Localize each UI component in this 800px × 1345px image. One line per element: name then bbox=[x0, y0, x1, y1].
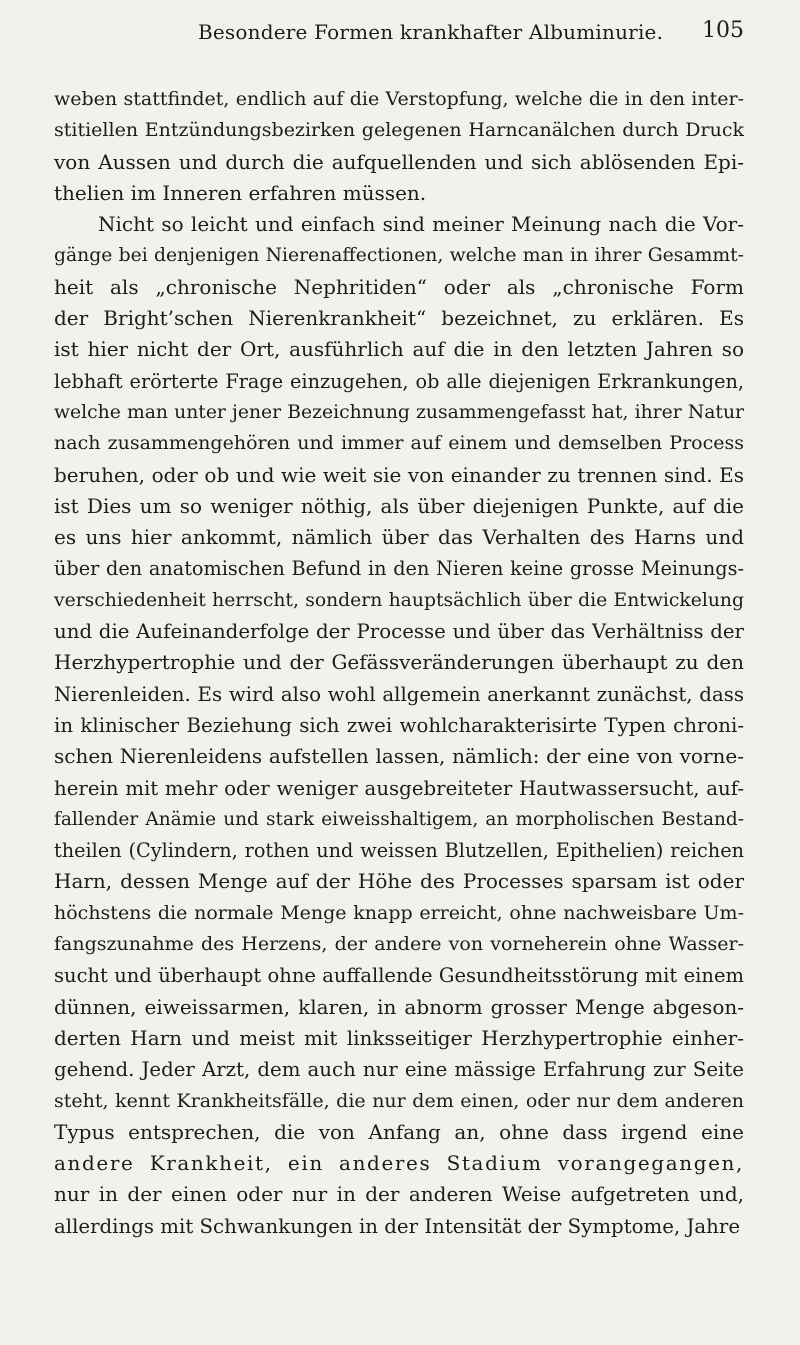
text-line: Typus entsprechen, die von Anfang an, ohne dass irgend eine bbox=[54, 1119, 744, 1144]
text-line: gehend. Jeder Arzt, dem auch nur eine mässige Erfahrung zur Seite bbox=[54, 1058, 744, 1082]
text-line: nach zusammengehören und immer auf einem und demselben Process bbox=[54, 432, 744, 455]
body-text bbox=[54, 84, 744, 1242]
text-line: weben stattfindet, endlich auf die Verstopfung, welche die in den inter- bbox=[54, 88, 744, 110]
text-line: es uns hier ankommt, nämlich über das Verhalten des Harns und bbox=[54, 525, 744, 550]
text-line: gänge bei denjenigen Nierenaffectionen, welche man in ihrer Gesammt- bbox=[54, 245, 744, 267]
text-line: heit als „chronische Nephritiden“ oder als „chronische Form bbox=[54, 274, 744, 299]
text-line: Nicht so leicht und einfach sind meiner Meinung nach die Vor- bbox=[98, 212, 744, 237]
text-line: fallender Anämie und stark eiweisshaltigem, an morpholischen Bestand- bbox=[54, 808, 744, 830]
text-line: dünnen, eiweissarmen, klaren, in abnorm grosser Menge abgeson- bbox=[54, 994, 744, 1019]
text-line: Herzhypertrophie und der Gefässveränderungen überhaupt zu den bbox=[54, 650, 744, 675]
text-line: herein mit mehr oder weniger ausgebreiteter Hautwassersucht, auf- bbox=[54, 776, 744, 800]
text-line: andere Krankheit, ein anderes Stadium vorangegangen, bbox=[54, 1151, 744, 1176]
text-line: fangszunahme des Herzens, der andere von vorneherein ohne Wasser- bbox=[54, 933, 744, 956]
text-line: nur in der einen oder nur in der anderen Weise aufgetreten und, bbox=[54, 1182, 744, 1207]
text-line: ist Dies um so weniger nöthig, als über diejenigen Punkte, auf die bbox=[54, 493, 744, 518]
text-line: steht, kennt Krankheitsfälle, die nur dem einen, oder nur dem anderen bbox=[54, 1089, 744, 1112]
text-line: höchstens die normale Menge knapp erreicht, ohne nachweisbare Um- bbox=[54, 901, 744, 924]
text-line: verschiedenheit herrscht, sondern hauptsächlich über die Entwickelung bbox=[54, 589, 744, 611]
text-line: stitiellen Entzündungsbezirken gelegenen Harncanälchen durch Druck bbox=[54, 119, 744, 142]
text-line: thelien im Inneren erfahren müssen. bbox=[54, 180, 427, 205]
text-line: der Bright’schen Nierenkrankheit“ bezeichnet, zu erklären. Es bbox=[54, 306, 744, 331]
text-line: allerdings mit Schwankungen in der Intensität der Symptome, Jahre bbox=[54, 1214, 741, 1238]
text-line: theilen (Cylindern, rothen und weissen Blutzellen, Epithelien) reichen bbox=[54, 839, 744, 863]
text-line: beruhen, oder ob und wie weit sie von einander zu trennen sind. Es bbox=[54, 462, 744, 487]
text-line: lebhaft erörterte Frage einzugehen, ob alle diejenigen Erkrankungen, bbox=[54, 369, 744, 393]
running-head: Besondere Formen krankhafter Albuminurie. bbox=[198, 20, 664, 44]
text-line: Nierenleiden. Es wird also wohl allgemein anerkannt zunächst, dass bbox=[54, 682, 744, 706]
text-line: Harn, dessen Menge auf der Höhe des Processes sparsam ist oder bbox=[54, 869, 744, 894]
text-line: schen Nierenleidens aufstellen lassen, nämlich: der eine von vorne- bbox=[54, 744, 744, 769]
text-line: derten Harn und meist mit linksseitiger Herzhypertrophie einher- bbox=[54, 1025, 744, 1050]
text-line: welche man unter jener Bezeichnung zusammengefasst hat, ihrer Natur bbox=[54, 401, 744, 423]
text-line: in klinischer Beziehung sich zwei wohlcharakterisirte Typen chroni- bbox=[54, 713, 744, 737]
page-number: 105 bbox=[702, 18, 744, 43]
text-line: über den anatomischen Befund in den Nieren keine grosse Meinungs- bbox=[54, 557, 744, 581]
text-line: und die Aufeinanderfolge der Processe und über das Verhältniss der bbox=[54, 620, 744, 644]
text-line: von Aussen und durch die aufquellenden und sich ablösenden Epi- bbox=[54, 149, 744, 174]
text-line: ist hier nicht der Ort, ausführlich auf die in den letzten Jahren so bbox=[54, 337, 744, 362]
text-line: sucht und überhaupt ohne auffallende Gesundheitsstörung mit einem bbox=[54, 964, 744, 988]
